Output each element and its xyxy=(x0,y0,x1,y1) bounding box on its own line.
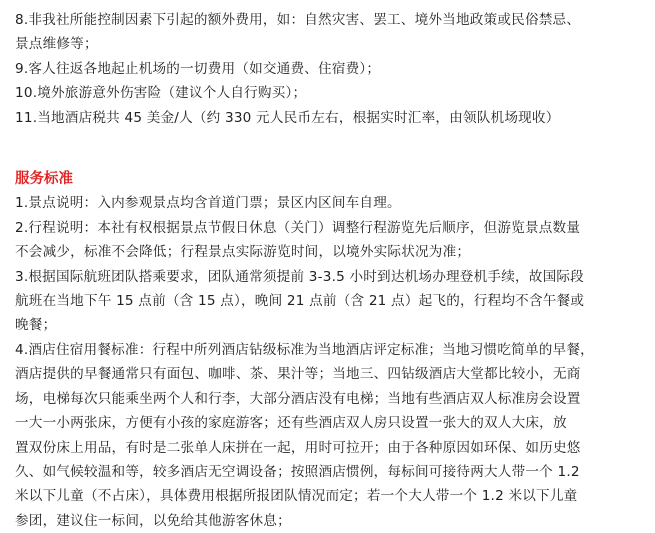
service-line: 酒店提供的早餐通常只有面包、咖啡、茶、果汁等；当地三、四钻级酒店大堂都比较小，无商 xyxy=(15,366,581,383)
cost-exclusion-line: 景点维修等； xyxy=(15,36,98,53)
service-line: 2.行程说明：本社有权根据景点节假日休息（关门）调整行程游览先后顺序，但游览景点数量 xyxy=(15,219,581,236)
section-spacer xyxy=(15,130,655,167)
service-line: 航班在当地下午 15 点前（含 15 点），晚间 21 点前（含 21 点）起飞的，行程均不含午餐或 xyxy=(15,293,585,310)
cost-exclusion-line: 9.客人往返各地起止机场的一切费用（如交通费、住宿费）； xyxy=(15,60,381,77)
service-line: 米以下儿童（不占床），具体费用根据所报团队情况而定；若一个大人带一个 1.2 米以下儿童 xyxy=(15,488,578,505)
cost-exclusion-line: 11.当地酒店税共 45 美金/人（约 330 元人民币左右，根据实时汇率，由领队机场现收） xyxy=(15,109,560,126)
cost-exclusion-line: 8.非我社所能控制因素下引起的额外费用，如：自然灾害、罢工、境外当地政策或民俗禁忌、 xyxy=(15,12,581,28)
service-line: 不会减少，标准不会降低；行程景点实际游览时间，以境外实际状况为准； xyxy=(15,244,471,261)
section-heading: 服务标准 xyxy=(15,171,73,188)
service-line: 久、如气候较温和等，较多酒店无空调设备；按照酒店惯例，每标间可接待两大人带一个 1.2 xyxy=(15,463,580,480)
service-line: 置双份床上用品，有时是二张单人床拼在一起，用时可拉开；由于各种原因如环保、如历史悠 xyxy=(15,439,581,456)
service-line: 晚餐； xyxy=(15,317,57,334)
service-line: 4.酒店住宿用餐标准：行程中所列酒店钻级标准为当地酒店评定标准；当地习惯吃简单的早餐， xyxy=(15,341,594,358)
service-line: 1.景点说明：入内参观景点均含首道门票；景区内区间车自理。 xyxy=(15,195,401,212)
service-line: 3.根据国际航班团队搭乘要求，团队通常须提前 3-3.5 小时到达机场办理登机手续，故国际段 xyxy=(15,268,584,285)
service-line: 场，电梯每次只能乘坐两个人和行李，大部分酒店没有电梯；当地有些酒店双人标准房会设置 xyxy=(15,390,581,407)
service-line: 一大一小两张床，方便有小孩的家庭游客；还有些酒店双人房只设置一张大的双人大床，放 xyxy=(15,415,567,432)
service-line: 参团，建议住一标间，以免给其他游客休息； xyxy=(15,512,291,529)
cost-exclusion-line: 10.境外旅游意外伤害险（建议个人自行购买）； xyxy=(15,85,307,102)
